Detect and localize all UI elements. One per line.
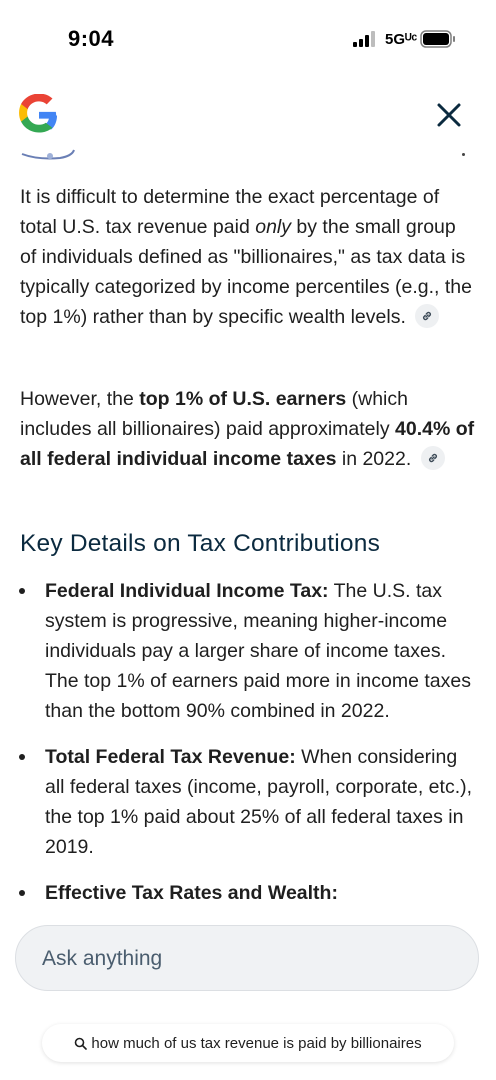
close-icon[interactable] <box>434 100 464 130</box>
section-heading: Key Details on Tax Contributions <box>20 530 381 557</box>
ask-input[interactable] <box>40 940 444 978</box>
bullet-icon <box>19 588 25 594</box>
signal-icon <box>353 31 377 47</box>
link-icon <box>421 310 433 322</box>
list-item <box>0 576 496 726</box>
answer-paragraph-1 <box>20 182 476 332</box>
para2-bold-1: top 1% of U.S. earners <box>139 388 347 410</box>
answer-paragraph-2 <box>20 384 476 474</box>
status-time: 9:04 <box>68 26 115 51</box>
bullet-icon <box>19 890 25 896</box>
list-item-text: When considering all federal taxes (income, payroll, corporate, etc.), the top 1% paid about 25% of all federal taxes in 2019. <box>45 746 473 858</box>
search-icon <box>74 1037 87 1050</box>
para2-text-2: (which includes all billionaires) paid approximately <box>20 388 408 440</box>
para1-text-start: It is difficult to determine the exact percentage of total U.S. tax revenue paid <box>20 186 440 238</box>
bullet-icon <box>19 754 25 760</box>
key-details-list <box>0 576 496 924</box>
list-item-text: The U.S. tax system is progressive, meaning higher-income individuals pay a larger share of income taxes. The top 1% of earners paid more in income taxes than the bottom 90% combined in 2022. <box>45 580 471 722</box>
list-item <box>0 742 496 862</box>
google-g-icon[interactable] <box>18 94 60 136</box>
para1-emphasis: only <box>255 216 291 238</box>
citation-link-button[interactable] <box>421 446 445 470</box>
source-image-fragment <box>20 148 76 160</box>
link-icon <box>427 452 439 464</box>
para2-text-3: in 2022. <box>336 448 412 470</box>
citation-link-button[interactable] <box>415 304 439 328</box>
para2-bold-2: 40.4% of all federal individual income taxes <box>20 418 475 470</box>
query-chip-text: how much of us tax revenue is paid by billionaires <box>91 1034 422 1052</box>
list-item-title: Effective Tax Rates and Wealth: <box>45 882 338 904</box>
network-indicator: 5Gᵁᶜ <box>385 31 418 48</box>
query-chip[interactable] <box>42 1024 454 1062</box>
list-item <box>0 878 496 908</box>
battery-icon <box>420 30 456 48</box>
para2-text-1: However, the <box>20 388 140 410</box>
list-item-title: Federal Individual Income Tax: <box>45 580 329 602</box>
ask-box[interactable] <box>15 925 479 991</box>
para1-text-end: by the small group of individuals defined as "billionaires," as tax data is typically categorized by income percentiles (e.g., the top 1%) rather than by specific wealth levels. <box>20 216 472 328</box>
status-bar <box>0 0 496 80</box>
dot-marker <box>462 153 465 156</box>
list-item-title: Total Federal Tax Revenue: <box>45 746 296 768</box>
